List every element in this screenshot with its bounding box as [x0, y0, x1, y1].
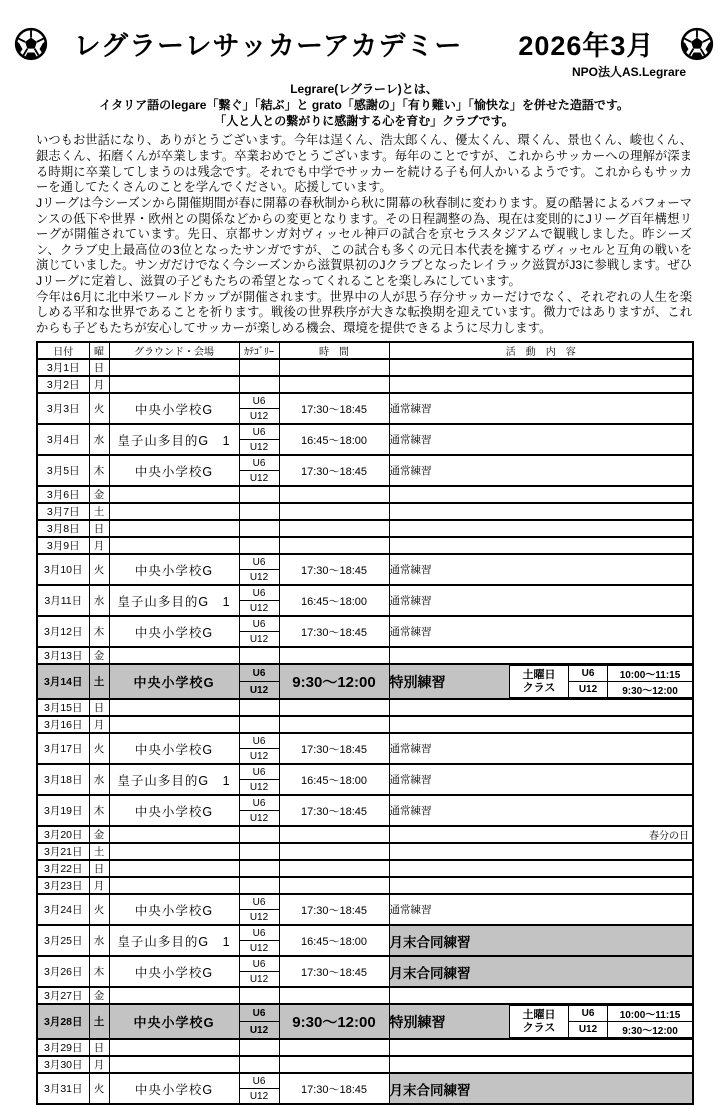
category-cell [239, 503, 279, 520]
day-cell: 日 [89, 359, 109, 376]
category-cell [239, 826, 279, 843]
day-cell: 土 [89, 843, 109, 860]
activity-cell [389, 376, 693, 393]
time-cell [279, 503, 389, 520]
activity-label: 特別練習 [389, 1013, 446, 1030]
category-cell [239, 537, 279, 554]
day-cell: 木 [89, 795, 109, 826]
day-cell: 火 [89, 733, 109, 764]
ground-cell [109, 699, 239, 716]
activity-cell [389, 554, 693, 585]
category-u6-cell: U6 [239, 894, 279, 910]
activity-cell [389, 843, 693, 860]
time-cell [279, 826, 389, 843]
day-cell: 火 [89, 894, 109, 925]
time-cell: 16:45～18:00 [279, 764, 389, 795]
activity-cell [389, 424, 693, 455]
schedule-row-3月20日 [37, 826, 693, 843]
activity-cell [389, 860, 693, 877]
date-cell: 3月31日 [37, 1073, 89, 1104]
ground-cell [109, 1039, 239, 1056]
schedule-row-3月1日 [37, 359, 693, 376]
date-cell: 3月24日 [37, 894, 89, 925]
date-cell: 3月3日 [37, 393, 89, 424]
date-cell: 3月21日 [37, 843, 89, 860]
saturday-u6-cell: U6 [569, 1006, 608, 1022]
category-u6-cell: U6 [239, 554, 279, 570]
category-u6-cell: U6 [239, 733, 279, 749]
activity-cell [389, 826, 693, 843]
time-cell: 9:30～12:00 [279, 664, 389, 699]
ground-cell: 皇子山多目的G 1 [109, 424, 239, 455]
day-cell: 木 [89, 455, 109, 486]
day-cell: 金 [89, 987, 109, 1004]
activity-cell [389, 764, 693, 795]
saturday-class-label: 土曜日 クラス [510, 1006, 569, 1038]
paragraph-greeting: いつもお世話になり、ありがとうございます。今年は逞くん、浩太郎くん、優太くん、環くん、景也くん、峻也くん、銀志くん、拓磨くんが卒業します。卒業おめでとうございます。毎年のことですが、これからサッカーへの理解が深まる時期に卒業してしまうのは残念です。それでも中学でサッカーを続ける子も何人かいるようです。これからもサッカーを通してたくさんのことを学んでください。応援しています。 [36, 133, 692, 195]
category-u6-cell: U6 [239, 585, 279, 601]
activity-cell [389, 733, 693, 764]
activity-label: 通常練習 [389, 465, 432, 478]
activity-cell [389, 455, 693, 486]
date-cell: 3月16日 [37, 716, 89, 733]
time-cell: 17:30～18:45 [279, 393, 389, 424]
date-cell: 3月15日 [37, 699, 89, 716]
day-cell: 木 [89, 956, 109, 987]
day-cell: 月 [89, 537, 109, 554]
date-cell: 3月13日 [37, 647, 89, 664]
date-cell: 3月29日 [37, 1039, 89, 1056]
header-ground: グラウンド・会場 [109, 342, 239, 359]
date-cell: 3月4日 [37, 424, 89, 455]
page-title: レグラーレサッカーアカデミー 2026年3月 [73, 31, 655, 61]
schedule-row-3月31日 [37, 1073, 693, 1089]
time-cell [279, 699, 389, 716]
category-u12-cell: U12 [239, 632, 279, 648]
activity-label: 通常練習 [389, 403, 432, 416]
time-cell [279, 1039, 389, 1056]
activity-cell [389, 520, 693, 537]
schedule-row-3月22日 [37, 860, 693, 877]
schedule-row-3月8日 [37, 520, 693, 537]
time-cell: 17:30～18:45 [279, 616, 389, 647]
activity-label: 月末合同練習 [389, 1082, 471, 1098]
category-u12-cell: U12 [239, 780, 279, 796]
schedule-row-3月18日 [37, 764, 693, 780]
activity-cell [389, 925, 693, 956]
date-cell: 3月6日 [37, 486, 89, 503]
schedule-row-3月30日 [37, 1056, 693, 1073]
day-cell: 土 [89, 503, 109, 520]
time-cell [279, 877, 389, 894]
category-cell [239, 359, 279, 376]
activity-cell [389, 1039, 693, 1056]
schedule-row-3月26日 [37, 956, 693, 972]
ground-cell [109, 987, 239, 1004]
ground-cell: 中央小学校G [109, 795, 239, 826]
activity-cell [389, 486, 693, 503]
activity-label: 通常練習 [389, 743, 432, 756]
activity-cell [389, 956, 693, 987]
schedule-row-3月19日 [37, 795, 693, 811]
day-cell: 土 [89, 1004, 109, 1039]
ground-cell: 中央小学校G [109, 956, 239, 987]
time-cell [279, 647, 389, 664]
activity-label: 月末合同練習 [389, 965, 471, 981]
date-cell: 3月1日 [37, 359, 89, 376]
ground-cell [109, 716, 239, 733]
activity-cell [389, 537, 693, 554]
schedule-row-3月5日 [37, 455, 693, 471]
time-cell: 16:45～18:00 [279, 585, 389, 616]
category-u12-cell: U12 [239, 972, 279, 988]
day-cell: 日 [89, 520, 109, 537]
day-cell: 水 [89, 925, 109, 956]
day-cell: 月 [89, 716, 109, 733]
day-cell: 土 [89, 664, 109, 699]
date-cell: 3月2日 [37, 376, 89, 393]
category-cell [239, 843, 279, 860]
activity-label: 通常練習 [389, 434, 432, 447]
schedule-row-3月28日 [37, 1004, 693, 1022]
date-cell: 3月26日 [37, 956, 89, 987]
time-cell [279, 359, 389, 376]
schedule-row-3月6日 [37, 486, 693, 503]
activity-cell [389, 585, 693, 616]
activity-cell [389, 716, 693, 733]
schedule-row-3月27日 [37, 987, 693, 1004]
category-u12-cell: U12 [239, 910, 279, 926]
day-cell: 水 [89, 585, 109, 616]
time-cell: 16:45～18:00 [279, 925, 389, 956]
soccer-ball-icon [680, 27, 714, 61]
category-u12-cell: U12 [239, 601, 279, 617]
time-cell [279, 1056, 389, 1073]
body-text [36, 133, 692, 336]
ground-cell: 中央小学校G [109, 664, 239, 699]
ground-cell [109, 376, 239, 393]
date-cell: 3月27日 [37, 987, 89, 1004]
ground-cell: 中央小学校G [109, 455, 239, 486]
category-u12-cell: U12 [239, 471, 279, 487]
ground-cell: 中央小学校G [109, 616, 239, 647]
saturday-u12-cell: U12 [569, 1022, 608, 1038]
saturday-class-label: 土曜日 クラス [510, 666, 569, 698]
ground-cell [109, 503, 239, 520]
day-cell: 月 [89, 1056, 109, 1073]
time-cell: 17:30～18:45 [279, 455, 389, 486]
saturday-u12-cell: U12 [569, 682, 608, 698]
header-day: 曜 [89, 342, 109, 359]
date-cell: 3月14日 [37, 664, 89, 699]
soccer-ball-icon [14, 27, 48, 61]
ground-cell [109, 647, 239, 664]
time-cell [279, 376, 389, 393]
header-category: ｶﾃｺﾞﾘｰ [239, 342, 279, 359]
schedule-row-3月3日 [37, 393, 693, 409]
category-cell [239, 647, 279, 664]
ground-cell [109, 520, 239, 537]
date-cell: 3月10日 [37, 554, 89, 585]
activity-cell [389, 1073, 693, 1104]
schedule-row-3月2日 [37, 376, 693, 393]
date-cell: 3月11日 [37, 585, 89, 616]
category-cell [239, 860, 279, 877]
intro-line-3: 「人と人との繋がりに感謝する心を育む」クラブです。 [214, 113, 514, 128]
intro-block [36, 82, 692, 129]
saturday-class-table [509, 665, 693, 698]
saturday-u6-time: 10:00～11:15 [608, 1006, 693, 1022]
paragraph-jleague: Jリーグは今シーズンから開催期間が春に開幕の春秋制から秋に開幕の秋春制に変わります。夏の酷暑によるパフォーマンスの低下や世界・欧州との関係などからの変更となります。その日程調整の為、現在は変則的にJリーグ百年構想リーグが開催されています。先日、京都サンガ対ヴィッセル神戸の試合を京セラスタジアムで観戦しました。昨シーズン、クラブ史上最高位の3位となったサンガですが、この試合も多くの元日本代表を擁するヴィッセルと互角の戦いを演じていました。サンガだけでなく今シーズンから滋賀県初のJクラブとなったレイラック滋賀がJ3に参戦します。ぜひJリーグに定着し、滋賀の子どもたちの希望となってくれることを楽しみにしています。 [36, 195, 692, 288]
schedule-header-row [37, 342, 693, 359]
saturday-u6-cell: U6 [569, 666, 608, 682]
day-cell: 日 [89, 1039, 109, 1056]
date-cell: 3月8日 [37, 520, 89, 537]
category-u6-cell: U6 [239, 616, 279, 632]
paragraph-worldcup: 今年は6月に北中米ワールドカップが開催されます。世界中の人が思う存分サッカーだけでなく、それぞれの人生を楽しめる平和な世界であることを祈ります。戦後の世界秩序が大きな転換期を迎えています。微力ではありますが、これからも子どもたちが安心してサッカーが楽しめる機会、環境を提供できるように尽力します。 [36, 289, 692, 335]
day-cell: 木 [89, 616, 109, 647]
day-cell: 金 [89, 647, 109, 664]
date-cell: 3月23日 [37, 877, 89, 894]
schedule-row-3月9日 [37, 537, 693, 554]
schedule-row-3月15日 [37, 699, 693, 716]
activity-label: 通常練習 [389, 564, 432, 577]
date-cell: 3月30日 [37, 1056, 89, 1073]
time-cell [279, 987, 389, 1004]
ground-cell: 皇子山多目的G 1 [109, 585, 239, 616]
activity-cell [389, 894, 693, 925]
category-u12-cell: U12 [239, 409, 279, 425]
ground-cell [109, 537, 239, 554]
date-cell: 3月25日 [37, 925, 89, 956]
date-cell: 3月12日 [37, 616, 89, 647]
date-cell: 3月19日 [37, 795, 89, 826]
ground-cell [109, 843, 239, 860]
activity-cell [389, 795, 693, 826]
time-cell [279, 486, 389, 503]
ground-cell: 皇子山多目的G 1 [109, 925, 239, 956]
saturday-u12-time: 9:30～12:00 [608, 682, 693, 698]
activity-label: 特別練習 [389, 673, 446, 690]
date-cell: 3月5日 [37, 455, 89, 486]
header-date: 日付 [37, 342, 89, 359]
ground-cell [109, 1056, 239, 1073]
day-cell: 火 [89, 554, 109, 585]
schedule-row-3月17日 [37, 733, 693, 749]
category-u6-cell: U6 [239, 1073, 279, 1089]
intro-line-1: Legrare(レグラーレ)とは、 [290, 82, 438, 96]
day-cell: 日 [89, 860, 109, 877]
intro-line-2: イタリア語のlegare「繋ぐ」「結ぶ」と grato「感謝の」「有り難い」「愉快な」を併せた造語です。 [99, 97, 629, 112]
schedule-row-3月13日 [37, 647, 693, 664]
org-name: NPO法人AS.Legrare [571, 65, 686, 79]
time-cell: 9:30～12:00 [279, 1004, 389, 1039]
activity-cell [389, 1056, 693, 1073]
activity-label: 通常練習 [389, 904, 432, 917]
ground-cell: 中央小学校G [109, 733, 239, 764]
ground-cell: 中央小学校G [109, 894, 239, 925]
time-cell: 17:30～18:45 [279, 956, 389, 987]
date-cell: 3月9日 [37, 537, 89, 554]
day-cell: 金 [89, 486, 109, 503]
activity-label: 月末合同練習 [389, 934, 471, 950]
activity-cell [389, 699, 693, 716]
activity-cell [389, 987, 693, 1004]
category-cell [239, 987, 279, 1004]
saturday-u12-time: 9:30～12:00 [608, 1022, 693, 1038]
activity-cell [389, 393, 693, 424]
day-cell: 月 [89, 376, 109, 393]
category-cell [239, 376, 279, 393]
day-cell: 火 [89, 1073, 109, 1104]
category-u12-cell: U12 [239, 1089, 279, 1105]
category-cell [239, 699, 279, 716]
header-time: 時 間 [279, 342, 389, 359]
schedule-row-3月29日 [37, 1039, 693, 1056]
time-cell: 17:30～18:45 [279, 554, 389, 585]
ground-cell: 中央小学校G [109, 1004, 239, 1039]
time-cell: 17:30～18:45 [279, 733, 389, 764]
header-activity: 活 動 内 容 [389, 342, 693, 359]
ground-cell [109, 826, 239, 843]
schedule-row-3月11日 [37, 585, 693, 601]
category-u12-cell: U12 [239, 1022, 279, 1040]
schedule-row-3月21日 [37, 843, 693, 860]
day-cell: 水 [89, 764, 109, 795]
schedule-row-3月25日 [37, 925, 693, 941]
category-u6-cell: U6 [239, 956, 279, 972]
time-cell [279, 843, 389, 860]
ground-cell: 中央小学校G [109, 554, 239, 585]
activity-cell [389, 503, 693, 520]
schedule-row-3月7日 [37, 503, 693, 520]
schedule-body [37, 359, 693, 1104]
ground-cell: 中央小学校G [109, 393, 239, 424]
activity-label: 通常練習 [389, 774, 432, 787]
category-u6-cell: U6 [239, 455, 279, 471]
category-u6-cell: U6 [239, 664, 279, 682]
activity-cell [389, 616, 693, 647]
category-u6-cell: U6 [239, 424, 279, 440]
category-u12-cell: U12 [239, 811, 279, 827]
activity-cell [389, 647, 693, 664]
schedule-row-3月14日 [37, 664, 693, 682]
activity-cell [389, 664, 693, 699]
category-u12-cell: U12 [239, 941, 279, 957]
schedule-row-3月23日 [37, 877, 693, 894]
time-cell: 17:30～18:45 [279, 894, 389, 925]
activity-cell [389, 1004, 693, 1039]
category-cell [239, 1039, 279, 1056]
ground-cell [109, 877, 239, 894]
day-cell: 金 [89, 826, 109, 843]
category-u6-cell: U6 [239, 795, 279, 811]
category-u6-cell: U6 [239, 393, 279, 409]
ground-cell: 皇子山多目的G 1 [109, 764, 239, 795]
category-u6-cell: U6 [239, 764, 279, 780]
activity-cell [389, 359, 693, 376]
category-u12-cell: U12 [239, 570, 279, 586]
time-cell [279, 537, 389, 554]
date-cell: 3月17日 [37, 733, 89, 764]
activity-label: 通常練習 [389, 626, 432, 639]
ground-cell [109, 486, 239, 503]
activity-cell [389, 877, 693, 894]
schedule-row-3月12日 [37, 616, 693, 632]
ground-cell [109, 359, 239, 376]
schedule-table [36, 341, 694, 1105]
schedule-row-3月10日 [37, 554, 693, 570]
category-cell [239, 877, 279, 894]
time-cell: 17:30～18:45 [279, 795, 389, 826]
time-cell [279, 860, 389, 877]
time-cell [279, 520, 389, 537]
day-cell: 火 [89, 393, 109, 424]
activity-label: 通常練習 [389, 805, 432, 818]
ground-cell [109, 860, 239, 877]
date-cell: 3月28日 [37, 1004, 89, 1039]
category-cell [239, 716, 279, 733]
day-cell: 月 [89, 877, 109, 894]
time-cell: 16:45～18:00 [279, 424, 389, 455]
holiday-note: 春分の日 [649, 831, 689, 843]
schedule-row-3月16日 [37, 716, 693, 733]
date-cell: 3月7日 [37, 503, 89, 520]
time-cell [279, 716, 389, 733]
category-cell [239, 520, 279, 537]
schedule-row-3月24日 [37, 894, 693, 910]
category-u12-cell: U12 [239, 682, 279, 700]
masthead [36, 24, 692, 63]
ground-cell: 中央小学校G [109, 1073, 239, 1104]
schedule-row-3月4日 [37, 424, 693, 440]
category-cell [239, 486, 279, 503]
date-cell: 3月18日 [37, 764, 89, 795]
category-u12-cell: U12 [239, 749, 279, 765]
time-cell: 17:30～18:45 [279, 1073, 389, 1104]
category-u6-cell: U6 [239, 925, 279, 941]
date-cell: 3月20日 [37, 826, 89, 843]
saturday-u6-time: 10:00～11:15 [608, 666, 693, 682]
date-cell: 3月22日 [37, 860, 89, 877]
activity-label: 通常練習 [389, 595, 432, 608]
category-u6-cell: U6 [239, 1004, 279, 1022]
category-cell [239, 1056, 279, 1073]
category-u12-cell: U12 [239, 440, 279, 456]
day-cell: 水 [89, 424, 109, 455]
day-cell: 日 [89, 699, 109, 716]
saturday-class-table [509, 1005, 693, 1038]
